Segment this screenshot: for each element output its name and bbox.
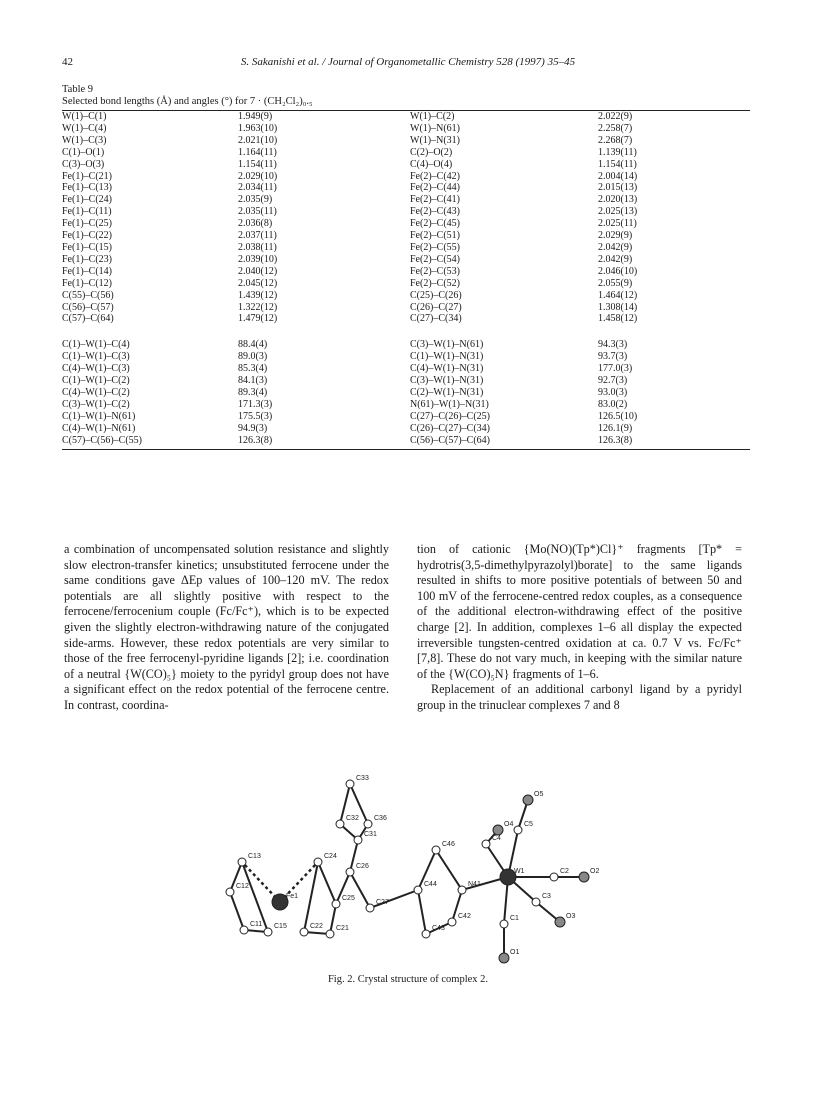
atom-label: O1 <box>510 949 520 956</box>
bond-value-cell: 1.949(9) <box>238 111 273 122</box>
table-row <box>62 411 750 423</box>
bond-value-cell: 2.029(10) <box>238 170 278 182</box>
bond-label-cell: C(1)–O(1) <box>62 146 105 158</box>
bond-label-cell: C(25)–C(26) <box>410 289 462 301</box>
bond-value-cell: 85.3(4) <box>238 363 268 375</box>
bond-value-cell: 2.039(10) <box>238 253 278 265</box>
figure-caption: Fig. 2. Crystal structure of complex 2. <box>327 974 489 985</box>
table-row <box>62 171 750 183</box>
table-row <box>62 339 750 351</box>
bond-line <box>418 890 426 934</box>
bond-label-cell: C(55)–C(56) <box>62 289 114 301</box>
bond-value-cell: 177.0(3) <box>598 363 633 375</box>
table-row <box>62 375 750 387</box>
atom-c33 <box>346 780 354 788</box>
bond-value-cell: 126.3(8) <box>598 434 633 446</box>
bond-value-cell: 2.004(14) <box>598 170 638 182</box>
crystal-structure-figure <box>200 762 620 972</box>
atom-c4 <box>482 840 490 848</box>
bond-label-cell: W(1)–C(4) <box>62 122 107 134</box>
bond-label-cell: Fe(1)–C(25) <box>62 218 112 230</box>
table-row <box>62 182 750 194</box>
atom-o1 <box>499 953 509 963</box>
atom-label: C46 <box>442 841 455 848</box>
bond-lengths-table <box>62 111 750 325</box>
bond-value-cell: 2.042(9) <box>598 253 633 265</box>
page-number: 42 <box>62 56 73 68</box>
atom-label: O4 <box>504 821 514 828</box>
bond-value-cell: 126.1(9) <box>598 422 633 434</box>
bond-value-cell: 1.464(12) <box>598 289 638 301</box>
bond-line <box>230 892 244 930</box>
bond-value-cell: 89.0(3) <box>238 351 268 363</box>
bond-value-cell: 1.439(12) <box>238 289 278 301</box>
bond-value-cell: 2.035(9) <box>238 194 273 206</box>
bond-value-cell: 175.5(3) <box>238 410 273 422</box>
atom-label: C33 <box>356 775 369 782</box>
bond-label-cell: Fe(2)–C(42) <box>410 170 460 182</box>
table-row <box>62 266 750 278</box>
atom-c44 <box>414 886 422 894</box>
atom-label: C24 <box>324 853 337 860</box>
atom-label: C32 <box>346 815 359 822</box>
table-row <box>62 313 750 325</box>
bond-line <box>304 862 318 932</box>
atom-c43 <box>422 930 430 938</box>
bond-label-cell: Fe(1)–C(11) <box>62 206 112 218</box>
bond-value-cell: 92.7(3) <box>598 375 628 387</box>
bond-value-cell: 2.022(9) <box>598 111 633 122</box>
bond-value-cell: 1.154(11) <box>598 158 637 170</box>
bond-label-cell: C(56)–C(57) <box>62 301 114 313</box>
atom-c31 <box>354 836 362 844</box>
atom-label: C25 <box>342 895 355 902</box>
atom-o3 <box>555 917 565 927</box>
bond-value-cell: 2.034(11) <box>238 182 277 194</box>
bond-label-cell: W(1)–C(3) <box>62 134 107 146</box>
bond-label-cell: Fe(2)–C(55) <box>410 241 460 253</box>
table-row <box>62 290 750 302</box>
bond-value-cell: 94.9(3) <box>238 422 268 434</box>
atom-label: C12 <box>236 883 249 890</box>
bond-value-cell: 89.3(4) <box>238 386 268 398</box>
atom-label: C43 <box>432 925 445 932</box>
atom-c12 <box>226 888 234 896</box>
atom-c11 <box>240 926 248 934</box>
bond-value-cell: 1.154(11) <box>238 158 277 170</box>
bond-label-cell: Fe(2)–C(41) <box>410 194 460 206</box>
table-row <box>62 194 750 206</box>
table-row <box>62 159 750 171</box>
bond-label-cell: Fe(1)–C(13) <box>62 182 112 194</box>
atom-c13 <box>238 858 246 866</box>
bond-label-cell: W(1)–C(2) <box>410 111 455 122</box>
bond-label-cell: Fe(2)–C(52) <box>410 277 460 289</box>
bond-label-cell: C(1)–W(1)–N(31) <box>410 351 484 363</box>
table-label: Table 9 <box>62 84 94 95</box>
atom-label: C42 <box>458 913 471 920</box>
atom-c21 <box>326 930 334 938</box>
atom-label: C5 <box>524 821 533 828</box>
bond-value-cell: 84.1(3) <box>238 375 268 387</box>
bond-label-cell: Fe(2)–C(51) <box>410 230 460 242</box>
bond-label-cell: Fe(1)–C(12) <box>62 277 112 289</box>
bond-value-cell: 2.040(12) <box>238 265 278 277</box>
atom-label: C27 <box>376 899 389 906</box>
bond-line <box>318 862 336 904</box>
table-row <box>62 123 750 135</box>
atom-label: C11 <box>250 921 263 928</box>
paragraph: Replacement of an additional carbonyl ligand by a pyridyl group in the trinuclear complexes 7 and 8 <box>417 682 742 712</box>
bond-label-cell: Fe(1)–C(21) <box>62 170 112 182</box>
bond-label-cell: C(4)–W(1)–C(2) <box>62 386 130 398</box>
bond-value-cell: 1.308(14) <box>598 301 638 313</box>
table-bottom-rule <box>62 449 750 450</box>
bond-value-cell: 2.020(13) <box>598 194 638 206</box>
table-row <box>62 387 750 399</box>
bond-label-cell: Fe(1)–C(24) <box>62 194 112 206</box>
bond-value-cell: 1.322(12) <box>238 301 278 313</box>
table-row <box>62 423 750 435</box>
atom-o5 <box>523 795 533 805</box>
bond-value-cell: 1.963(10) <box>238 122 278 134</box>
bond-value-cell: 94.3(3) <box>598 339 628 351</box>
table-row <box>62 363 750 375</box>
bond-label-cell: C(2)–W(1)–N(31) <box>410 386 484 398</box>
bond-value-cell: 1.139(11) <box>598 146 637 158</box>
bond-value-cell: 88.4(4) <box>238 339 268 351</box>
bond-value-cell: 2.021(10) <box>238 134 278 146</box>
bond-label-cell: Fe(2)–C(43) <box>410 206 460 218</box>
bond-value-cell: 2.258(7) <box>598 122 633 134</box>
bond-value-cell: 93.0(3) <box>598 386 628 398</box>
bond-label-cell: W(1)–N(61) <box>410 122 460 134</box>
bond-value-cell: 83.0(2) <box>598 398 628 410</box>
bond-value-cell: 2.038(11) <box>238 241 277 253</box>
running-head: S. Sakanishi et al. / Journal of Organometallic Chemistry 528 (1997) 35–45 <box>240 56 576 68</box>
atom-c42 <box>448 918 456 926</box>
bond-value-cell: 2.029(9) <box>598 230 633 242</box>
molecule-diagram <box>200 762 620 972</box>
bond-label-cell: C(4)–W(1)–C(3) <box>62 363 130 375</box>
table-row <box>62 135 750 147</box>
bond-label-cell: C(3)–W(1)–N(31) <box>410 375 484 387</box>
atom-label: N41 <box>468 881 481 888</box>
bond-label-cell: C(3)–W(1)–N(61) <box>410 339 484 351</box>
bond-label-cell: C(4)–W(1)–N(31) <box>410 363 484 375</box>
bond-label-cell: C(26)–C(27) <box>410 301 462 313</box>
atom-label: C26 <box>356 863 369 870</box>
table-row <box>62 351 750 363</box>
atom-c27 <box>366 904 374 912</box>
bond-label-cell: C(57)–C(56)–C(55) <box>62 434 142 446</box>
bond-label-cell: N(61)–W(1)–N(31) <box>410 398 489 410</box>
atom-c26 <box>346 868 354 876</box>
bond-label-cell: Fe(2)–C(44) <box>410 182 460 194</box>
bond-label-cell: C(1)–W(1)–N(61) <box>62 410 136 422</box>
table-row <box>62 230 750 242</box>
bond-value-cell: 2.055(9) <box>598 277 633 289</box>
atom-label: C13 <box>248 853 261 860</box>
bond-label-cell: Fe(1)–C(22) <box>62 230 112 242</box>
bond-label-cell: Fe(2)–C(53) <box>410 265 460 277</box>
bond-line <box>436 850 462 890</box>
bond-value-cell: 2.268(7) <box>598 134 633 146</box>
bond-value-cell: 1.458(12) <box>598 313 638 325</box>
bond-angles-table <box>62 339 750 446</box>
atom-c5 <box>514 826 522 834</box>
atom-c25 <box>332 900 340 908</box>
paragraph: a combination of uncompensated solution resistance and slightly slow electron-transfer kinetics; unsubstituted ferrocene under the same conditions gave ΔEp values of 100–120 mV. The redox potentials are all slightly positive with respect to the ferrocene/ferrocenium couple (Fc/Fc⁺), which is to be expected given the slightly electron-withdrawing nature of the conjugated side-arms. However, these redox potentials are very similar to those of the free ferrocenyl-pyridine ligands [2]; i.e. coordination of a neutral {W(CO)₅} moiety to the pyridyl group does not have a significant effect on the redox potential of the ferrocene centre. In contrast, coordina- <box>64 542 389 712</box>
bond-value-cell: 2.036(8) <box>238 218 273 230</box>
table-row <box>62 218 750 230</box>
atom-label: W1 <box>514 868 525 875</box>
atom-label: C36 <box>374 815 387 822</box>
bond-label-cell: C(2)–O(2) <box>410 146 453 158</box>
atom-label: O3 <box>566 913 576 920</box>
bond-label-cell: Fe(1)–C(14) <box>62 265 112 277</box>
atom-n41 <box>458 886 466 894</box>
atom-c36 <box>364 820 372 828</box>
atom-label: C22 <box>310 923 323 930</box>
atom-o4 <box>493 825 503 835</box>
atom-c22 <box>300 928 308 936</box>
bond-value-cell: 2.046(10) <box>598 265 638 277</box>
bond-label-cell: C(3)–W(1)–C(2) <box>62 398 130 410</box>
bond-label-cell: Fe(1)–C(23) <box>62 253 112 265</box>
bond-label-cell: C(1)–W(1)–C(4) <box>62 339 130 351</box>
atom-label: C3 <box>542 893 551 900</box>
atom-label: C4 <box>492 835 501 842</box>
atom-c32 <box>336 820 344 828</box>
atom-label: C15 <box>274 923 287 930</box>
atom-label: Fe1 <box>286 893 299 900</box>
bond-value-cell: 2.015(13) <box>598 182 638 194</box>
atom-o2 <box>579 872 589 882</box>
bond-value-cell: 126.5(10) <box>598 410 638 422</box>
table-caption: Selected bond lengths (Å) and angles (°) for 7 · (CH₂Cl₂)₀.₅ <box>62 96 313 107</box>
table-row <box>62 242 750 254</box>
atom-c1 <box>500 920 508 928</box>
bond-label-cell: C(1)–W(1)–C(3) <box>62 351 130 363</box>
atom-c46 <box>432 846 440 854</box>
atom-label: C1 <box>510 915 519 922</box>
bond-value-cell: 1.164(11) <box>238 146 277 158</box>
bond-label-cell: Fe(1)–C(15) <box>62 241 112 253</box>
body-left-column <box>64 542 389 714</box>
bond-value-cell: 2.035(11) <box>238 206 277 218</box>
table-row <box>62 435 750 447</box>
paragraph: tion of cationic {Mo(NO)(Tp*)Cl}⁺ fragments [Tp* = hydrotris(3,5-dimethylpyrazolyl)borate] to the same ligands resulted in shifts to more positive potentials of between 50 and 100 mV of the ferrocene-centred redox couples, as a consequence of the additional electron-withdrawing effect of the positive charge [2]. In addition, complexes 1–6 all display the expected irreversible tungsten-centred oxidation at ca. 0.7 V vs. Fc/Fc⁺ [7,8]. These do not vary much, in keeping with the similar nature of the {W(CO)₅N} fragments of 1–6. <box>417 542 742 681</box>
bond-value-cell: 126.3(8) <box>238 434 273 446</box>
bond-value-cell: 2.025(13) <box>598 206 638 218</box>
bond-label-cell: C(1)–W(1)–C(2) <box>62 375 130 387</box>
bond-label-cell: C(27)–C(26)–C(25) <box>410 410 490 422</box>
bond-label-cell: C(57)–C(64) <box>62 313 114 325</box>
bond-label-cell: C(4)–W(1)–N(61) <box>62 422 136 434</box>
atom-c3 <box>532 898 540 906</box>
bond-label-cell: C(56)–C(57)–C(64) <box>410 434 490 446</box>
table-row <box>62 399 750 411</box>
atom-label: C2 <box>560 868 569 875</box>
table-row <box>62 111 750 123</box>
bond-label-cell: Fe(2)–C(45) <box>410 218 460 230</box>
bond-label-cell: C(3)–O(3) <box>62 158 105 170</box>
atom-c2 <box>550 873 558 881</box>
bond-value-cell: 1.479(12) <box>238 313 278 325</box>
table-row <box>62 254 750 266</box>
bond-table <box>62 84 750 450</box>
bond-label-cell: C(27)–C(34) <box>410 313 462 325</box>
atom-label: O5 <box>534 791 544 798</box>
bond-label-cell: W(1)–N(31) <box>410 134 460 146</box>
atom-label: O2 <box>590 868 600 875</box>
atom-label: C44 <box>424 881 437 888</box>
atom-label: C21 <box>336 925 349 932</box>
body-right-column <box>417 542 742 714</box>
bond-label-cell: C(4)–O(4) <box>410 158 453 170</box>
bond-value-cell: 93.7(3) <box>598 351 628 363</box>
bond-label-cell: W(1)–C(1) <box>62 111 107 122</box>
table-row <box>62 302 750 314</box>
atom-c15 <box>264 928 272 936</box>
table-row <box>62 278 750 290</box>
bond-value-cell: 2.045(12) <box>238 277 278 289</box>
bond-value-cell: 2.042(9) <box>598 241 633 253</box>
table-row <box>62 147 750 159</box>
bond-label-cell: Fe(2)–C(54) <box>410 253 460 265</box>
bond-label-cell: C(26)–C(27)–C(34) <box>410 422 490 434</box>
bond-value-cell: 2.025(11) <box>598 218 637 230</box>
atom-label: C31 <box>364 831 377 838</box>
bond-value-cell: 2.037(11) <box>238 230 277 242</box>
bond-value-cell: 171.3(3) <box>238 398 273 410</box>
bond-line <box>350 872 370 908</box>
table-row <box>62 206 750 218</box>
atom-c24 <box>314 858 322 866</box>
